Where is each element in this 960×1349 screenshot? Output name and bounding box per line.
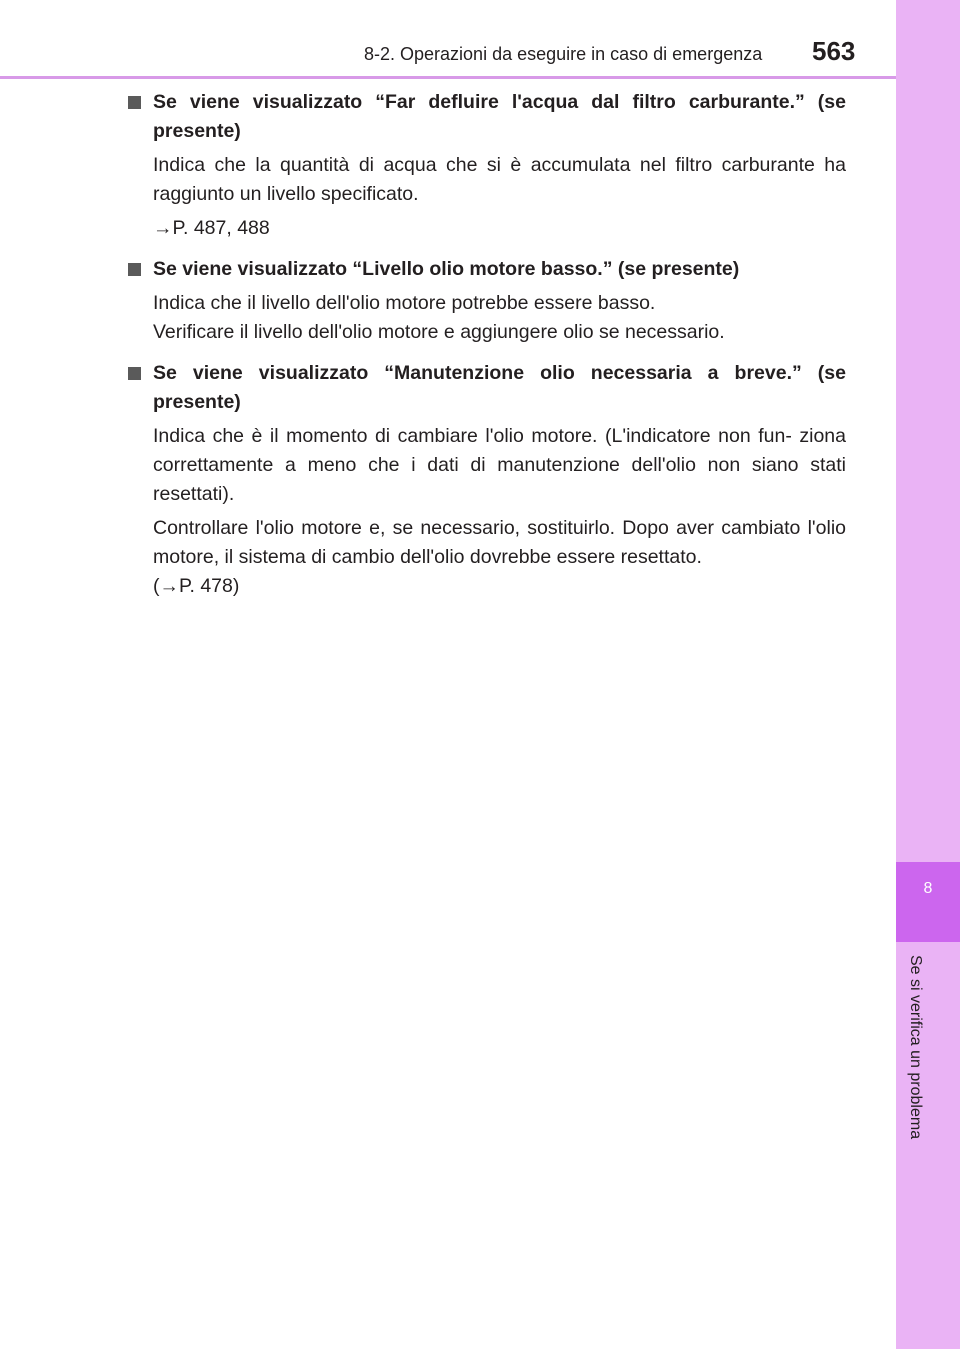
square-bullet-icon (128, 367, 141, 380)
chapter-side-tab (896, 0, 960, 1349)
section-water-filter (128, 88, 846, 243)
section-heading-text: Se viene visualizzato “Manutenzione olio necessaria a breve.” (se presente) (153, 362, 846, 413)
page-reference: →P. 487, 488 (153, 217, 270, 239)
section-low-oil (128, 255, 846, 347)
chapter-title: Se si verifica un problema (907, 955, 924, 1140)
chapter-number-box (896, 862, 960, 942)
header-divider (0, 76, 896, 79)
page-number: 563 (812, 36, 856, 66)
page-content (128, 88, 846, 606)
section-heading (128, 88, 846, 146)
section-body-line: Indica che il livello dell'olio motore potrebbe essere basso. (153, 292, 656, 314)
section-heading-text: Se viene visualizzato “Far defluire l'acqua dal filtro carburante.” (se presente) (153, 91, 846, 142)
section-body: Indica che la quantità di acqua che si è accumulata nel filtro carburante ha raggiunto un livello specificato. (153, 154, 846, 205)
section-heading-text: Se viene visualizzato “Livello olio motore basso.” (se presente) (153, 258, 740, 280)
section-oil-maintenance (128, 359, 846, 601)
section-body: Indica che è il momento di cambiare l'olio motore. (L'indicatore non fun- ziona correttamente a meno che i dati di manutenzione dell'olio non siano stati resettati). (153, 425, 846, 505)
square-bullet-icon (128, 96, 141, 109)
section-body-line: Verificare il livello dell'olio motore e aggiungere olio se necessario. (153, 321, 725, 343)
page-reference: (→P. 478) (153, 575, 240, 597)
section-heading (128, 359, 846, 417)
section-heading (128, 255, 846, 284)
running-header: 8-2. Operazioni da eseguire in caso di emergenza (364, 44, 763, 64)
chapter-number: 8 (923, 880, 933, 897)
square-bullet-icon (128, 263, 141, 276)
section-body: Controllare l'olio motore e, se necessario, sostituirlo. Dopo aver cambiato l'olio motore, il sistema di cambio dell'olio dovrebbe essere resettato. (153, 517, 846, 568)
